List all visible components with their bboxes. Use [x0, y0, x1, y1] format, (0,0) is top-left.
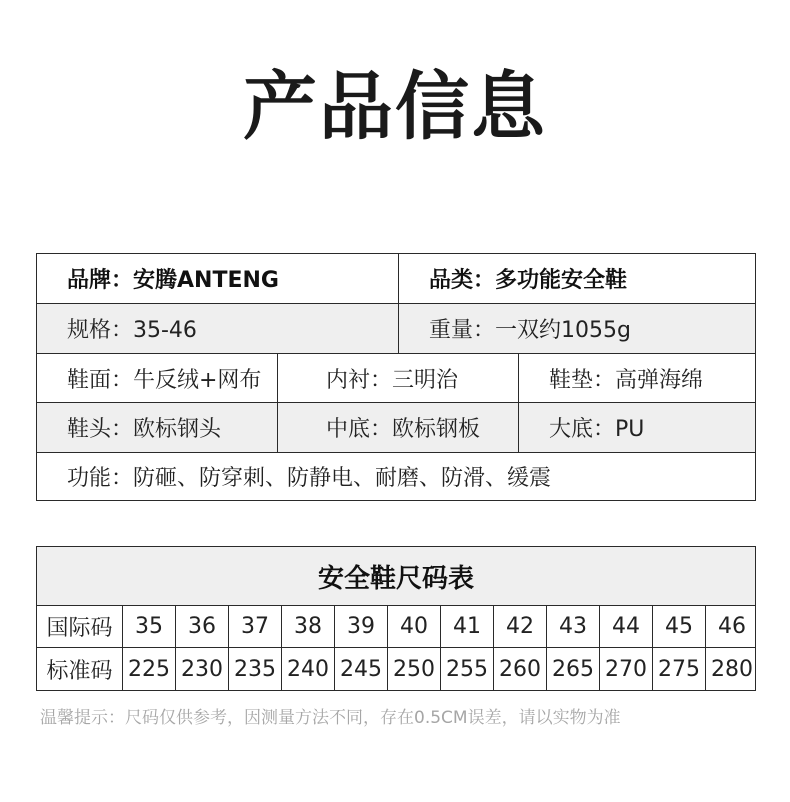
intl-size-cell: 35	[122, 606, 175, 647]
standard-size-row	[37, 648, 755, 690]
intl-size-cell: 43	[546, 606, 599, 647]
spec-cell: 规格：35-46	[67, 318, 197, 343]
intl-size-cell: 37	[228, 606, 281, 647]
intl-size-cell: 46	[705, 606, 758, 647]
intl-size-cell: 38	[281, 606, 334, 647]
page-title: 产品信息	[243, 64, 547, 150]
intl-size-cell: 40	[387, 606, 440, 647]
category-cell: 品类：多功能安全鞋	[398, 254, 755, 303]
standard-size-cell: 235	[228, 648, 281, 690]
midsole-cell: 中底：欧标钢板	[277, 403, 518, 452]
intl-size-label: 国际码	[46, 616, 113, 641]
product-info-table	[36, 253, 756, 501]
standard-size-cell: 255	[440, 648, 493, 690]
outsole-cell: 大底：PU	[518, 403, 755, 452]
standard-size-cell: 270	[599, 648, 652, 690]
weight-cell: 重量：一双约1055g	[398, 304, 755, 353]
standard-size-cell: 265	[546, 648, 599, 690]
standard-size-cell: 275	[652, 648, 705, 690]
info-row-toe	[37, 403, 755, 453]
size-tip-note: 温馨提示：尺码仅供参考，因测量方法不同，存在0.5CM误差，请以实物为准	[40, 708, 621, 728]
toe-cell: 鞋头：欧标钢头	[67, 417, 222, 442]
info-row-brand	[37, 254, 755, 304]
intl-size-cell: 39	[334, 606, 387, 647]
upper-cell: 鞋面：牛反绒+网布	[67, 367, 262, 393]
info-row-upper	[37, 354, 755, 403]
standard-size-cell: 230	[175, 648, 228, 690]
info-row-function	[37, 453, 755, 500]
size-chart-table	[36, 546, 756, 691]
standard-size-cell: 240	[281, 648, 334, 690]
standard-size-cell: 225	[122, 648, 175, 690]
intl-size-cell: 42	[493, 606, 546, 647]
size-chart-title: 安全鞋尺码表	[37, 547, 755, 606]
intl-size-cell: 45	[652, 606, 705, 647]
standard-size-cell: 260	[493, 648, 546, 690]
standard-size-cell: 280	[705, 648, 758, 690]
lining-cell: 内衬：三明治	[277, 354, 518, 402]
standard-size-cell: 245	[334, 648, 387, 690]
intl-size-row	[37, 606, 755, 648]
intl-size-cell: 41	[440, 606, 493, 647]
function-cell: 功能：防砸、防穿刺、防静电、耐磨、防滑、缓震	[67, 466, 552, 491]
info-row-spec	[37, 304, 755, 354]
insole-cell: 鞋垫：高弹海绵	[518, 354, 755, 402]
brand-cell: 品牌：安腾ANTENG	[67, 268, 279, 293]
intl-size-cell: 44	[599, 606, 652, 647]
intl-size-cell: 36	[175, 606, 228, 647]
standard-size-cell: 250	[387, 648, 440, 690]
standard-size-label: 标准码	[46, 658, 113, 684]
